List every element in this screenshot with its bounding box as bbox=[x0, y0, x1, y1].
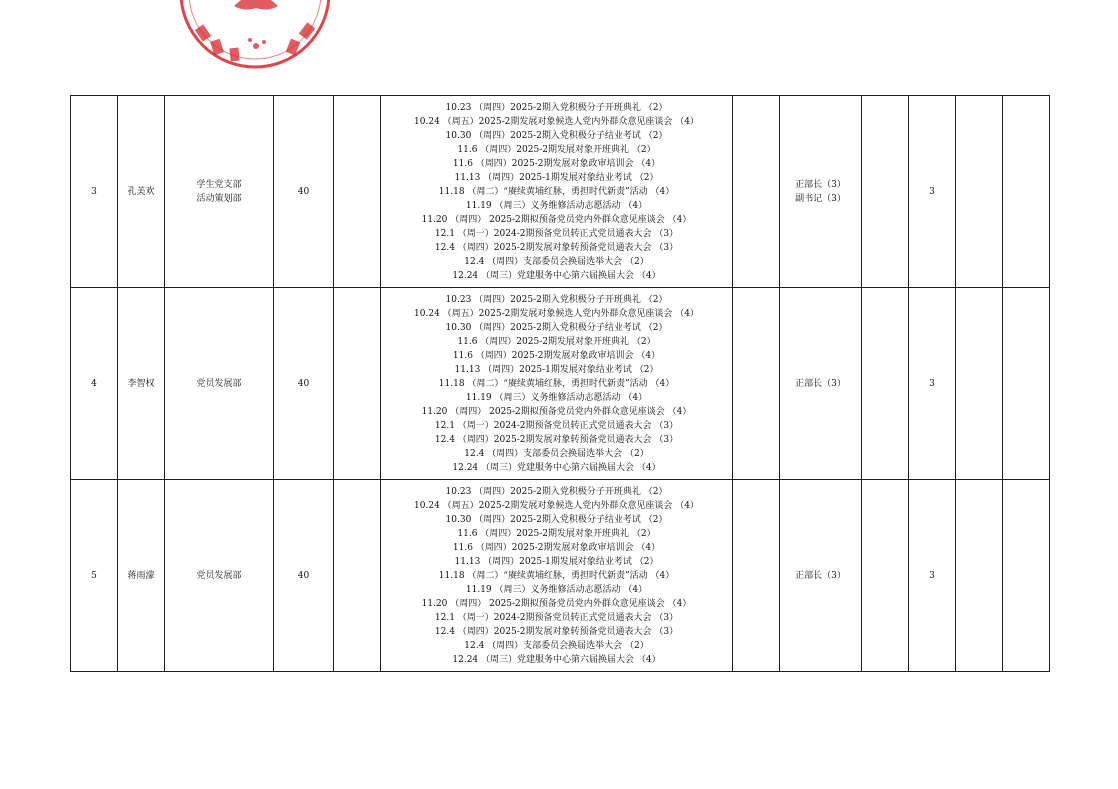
department-cell-line: 党员发展部 bbox=[196, 378, 242, 389]
department-cell bbox=[165, 96, 274, 288]
empty-cell bbox=[733, 96, 780, 288]
activity-line: 10.30 （周四）2025-2期入党积极分子结业考试 （2） bbox=[445, 322, 668, 333]
activity-line: 11.20 （周四） 2025-2期拟预备党员党内外群众意见座谈会 （4） bbox=[421, 214, 692, 225]
position-cell bbox=[780, 288, 862, 480]
activities-cell bbox=[381, 288, 733, 480]
activity-line: 11.6 （周四）2025-2期发展对象政审培训会 （4） bbox=[452, 158, 661, 169]
empty-cell bbox=[334, 288, 381, 480]
position-cell-line: 正部长（3） bbox=[795, 570, 846, 581]
position-cell bbox=[780, 480, 862, 672]
table-row bbox=[71, 480, 1050, 672]
activity-line: 11.13 （周四）2025-1期发展对象结业考试 （2） bbox=[454, 172, 659, 183]
empty-cell bbox=[956, 480, 1003, 672]
activity-line: 11.6 （周四）2025-2期发展对象开班典礼 （2） bbox=[457, 528, 656, 539]
empty-cell bbox=[956, 288, 1003, 480]
activities-cell bbox=[381, 480, 733, 672]
activity-line: 11.13 （周四）2025-1期发展对象结业考试 （2） bbox=[454, 556, 659, 567]
activity-line: 12.24 （周三）党建服务中心第六届换届大会 （4） bbox=[452, 462, 661, 473]
activity-line: 10.24 （周五）2025-2期发展对象候选人党内外群众意见座谈会 （4） bbox=[414, 500, 699, 511]
activity-line: 11.18 （周二）“赓续黄埔红脉，勇担时代新责”活动 （4） bbox=[438, 570, 675, 581]
activity-line: 11.20 （周四） 2025-2期拟预备党员党内外群众意见座谈会 （4） bbox=[421, 598, 692, 609]
activity-line: 11.19 （周三）义务维修活动志愿活动 （4） bbox=[465, 392, 648, 403]
empty-cell bbox=[334, 480, 381, 672]
activity-line: 12.4 （周四）2025-2期发展对象转预备党员通表大会 （3） bbox=[434, 242, 679, 253]
activity-line: 10.23 （周四）2025-2期入党积极分子开班典礼 （2） bbox=[445, 294, 668, 305]
activity-line: 12.4 （周四）2025-2期发展对象转预备党员通表大会 （3） bbox=[434, 626, 679, 637]
activity-line: 12.4 （周四）支部委员会换届选举大会 （2） bbox=[464, 640, 649, 651]
empty-cell bbox=[862, 480, 909, 672]
activity-line: 11.18 （周二）“赓续黄埔红脉，勇担时代新责”活动 （4） bbox=[438, 378, 675, 389]
activity-line: 10.24 （周五）2025-2期发展对象候选人党内外群众意见座谈会 （4） bbox=[414, 116, 699, 127]
department-cell bbox=[165, 480, 274, 672]
activity-line: 10.23 （周四）2025-2期入党积极分子开班典礼 （2） bbox=[445, 102, 668, 113]
activity-line: 11.6 （周四）2025-2期发展对象政审培训会 （4） bbox=[452, 350, 661, 361]
position-cell-line: 正部长（3） bbox=[795, 179, 846, 190]
department-cell bbox=[165, 288, 274, 480]
empty-cell bbox=[733, 480, 780, 672]
activity-line: 11.6 （周四）2025-2期发展对象政审培训会 （4） bbox=[452, 542, 661, 553]
activity-line: 11.18 （周二）“赓续黄埔红脉，勇担时代新责”活动 （4） bbox=[438, 186, 675, 197]
row-index-cell: 4 bbox=[71, 288, 118, 480]
position-cell bbox=[780, 96, 862, 288]
volunteer-hours-table bbox=[70, 95, 1050, 672]
empty-cell bbox=[862, 288, 909, 480]
empty-cell bbox=[733, 288, 780, 480]
hours-cell: 40 bbox=[274, 288, 334, 480]
empty-cell bbox=[956, 96, 1003, 288]
activity-line: 10.30 （周四）2025-2期入党积极分子结业考试 （2） bbox=[445, 130, 668, 141]
score-cell: 3 bbox=[909, 288, 956, 480]
activities-cell bbox=[381, 96, 733, 288]
official-seal-stamp bbox=[176, 0, 334, 72]
activity-line: 12.4 （周四）支部委员会换届选举大会 （2） bbox=[464, 448, 649, 459]
activity-line: 10.24 （周五）2025-2期发展对象候选人党内外群众意见座谈会 （4） bbox=[414, 308, 699, 319]
empty-cell bbox=[862, 96, 909, 288]
activity-line: 10.30 （周四）2025-2期入党积极分子结业考试 （2） bbox=[445, 514, 668, 525]
department-cell-line: 学生党支部 bbox=[196, 179, 242, 190]
hours-cell: 40 bbox=[274, 96, 334, 288]
activity-line: 12.4 （周四）支部委员会换届选举大会 （2） bbox=[464, 256, 649, 267]
activity-line: 11.20 （周四） 2025-2期拟预备党员党内外群众意见座谈会 （4） bbox=[421, 406, 692, 417]
activity-line: 12.24 （周三）党建服务中心第六届换届大会 （4） bbox=[452, 270, 661, 281]
activity-line: 10.23 （周四）2025-2期入党积极分子开班典礼 （2） bbox=[445, 486, 668, 497]
activity-line: 11.19 （周三）义务维修活动志愿活动 （4） bbox=[465, 584, 648, 595]
table-row bbox=[71, 96, 1050, 288]
score-cell: 3 bbox=[909, 480, 956, 672]
score-cell: 3 bbox=[909, 96, 956, 288]
activity-line: 11.6 （周四）2025-2期发展对象开班典礼 （2） bbox=[457, 336, 656, 347]
activity-line: 12.1 （周一）2024-2期预备党员转正式党员通表大会 （3） bbox=[434, 228, 679, 239]
table-body bbox=[71, 96, 1050, 672]
position-cell-line: 正部长（3） bbox=[795, 378, 846, 389]
position-cell-line: 副书记（3） bbox=[795, 193, 846, 204]
activity-line: 11.13 （周四）2025-1期发展对象结业考试 （2） bbox=[454, 364, 659, 375]
activity-line: 11.19 （周三）义务维修活动志愿活动 （4） bbox=[465, 200, 648, 211]
member-name-cell: 蒋雨濛 bbox=[118, 480, 165, 672]
empty-cell bbox=[1003, 480, 1050, 672]
row-index-cell: 5 bbox=[71, 480, 118, 672]
member-name-cell: 李智权 bbox=[118, 288, 165, 480]
empty-cell bbox=[1003, 96, 1050, 288]
activity-line: 12.1 （周一）2024-2期预备党员转正式党员通表大会 （3） bbox=[434, 612, 679, 623]
row-index-cell: 3 bbox=[71, 96, 118, 288]
department-cell-line: 活动策划部 bbox=[196, 193, 242, 204]
activity-line: 12.1 （周一）2024-2期预备党员转正式党员通表大会 （3） bbox=[434, 420, 679, 431]
activity-line: 12.4 （周四）2025-2期发展对象转预备党员通表大会 （3） bbox=[434, 434, 679, 445]
hours-cell: 40 bbox=[274, 480, 334, 672]
activity-line: 11.6 （周四）2025-2期发展对象开班典礼 （2） bbox=[457, 144, 656, 155]
department-cell-line: 党员发展部 bbox=[196, 570, 242, 581]
empty-cell bbox=[334, 96, 381, 288]
member-name-cell: 孔美欢 bbox=[118, 96, 165, 288]
table-row bbox=[71, 288, 1050, 480]
empty-cell bbox=[1003, 288, 1050, 480]
activity-line: 12.24 （周三）党建服务中心第六届换届大会 （4） bbox=[452, 654, 661, 665]
